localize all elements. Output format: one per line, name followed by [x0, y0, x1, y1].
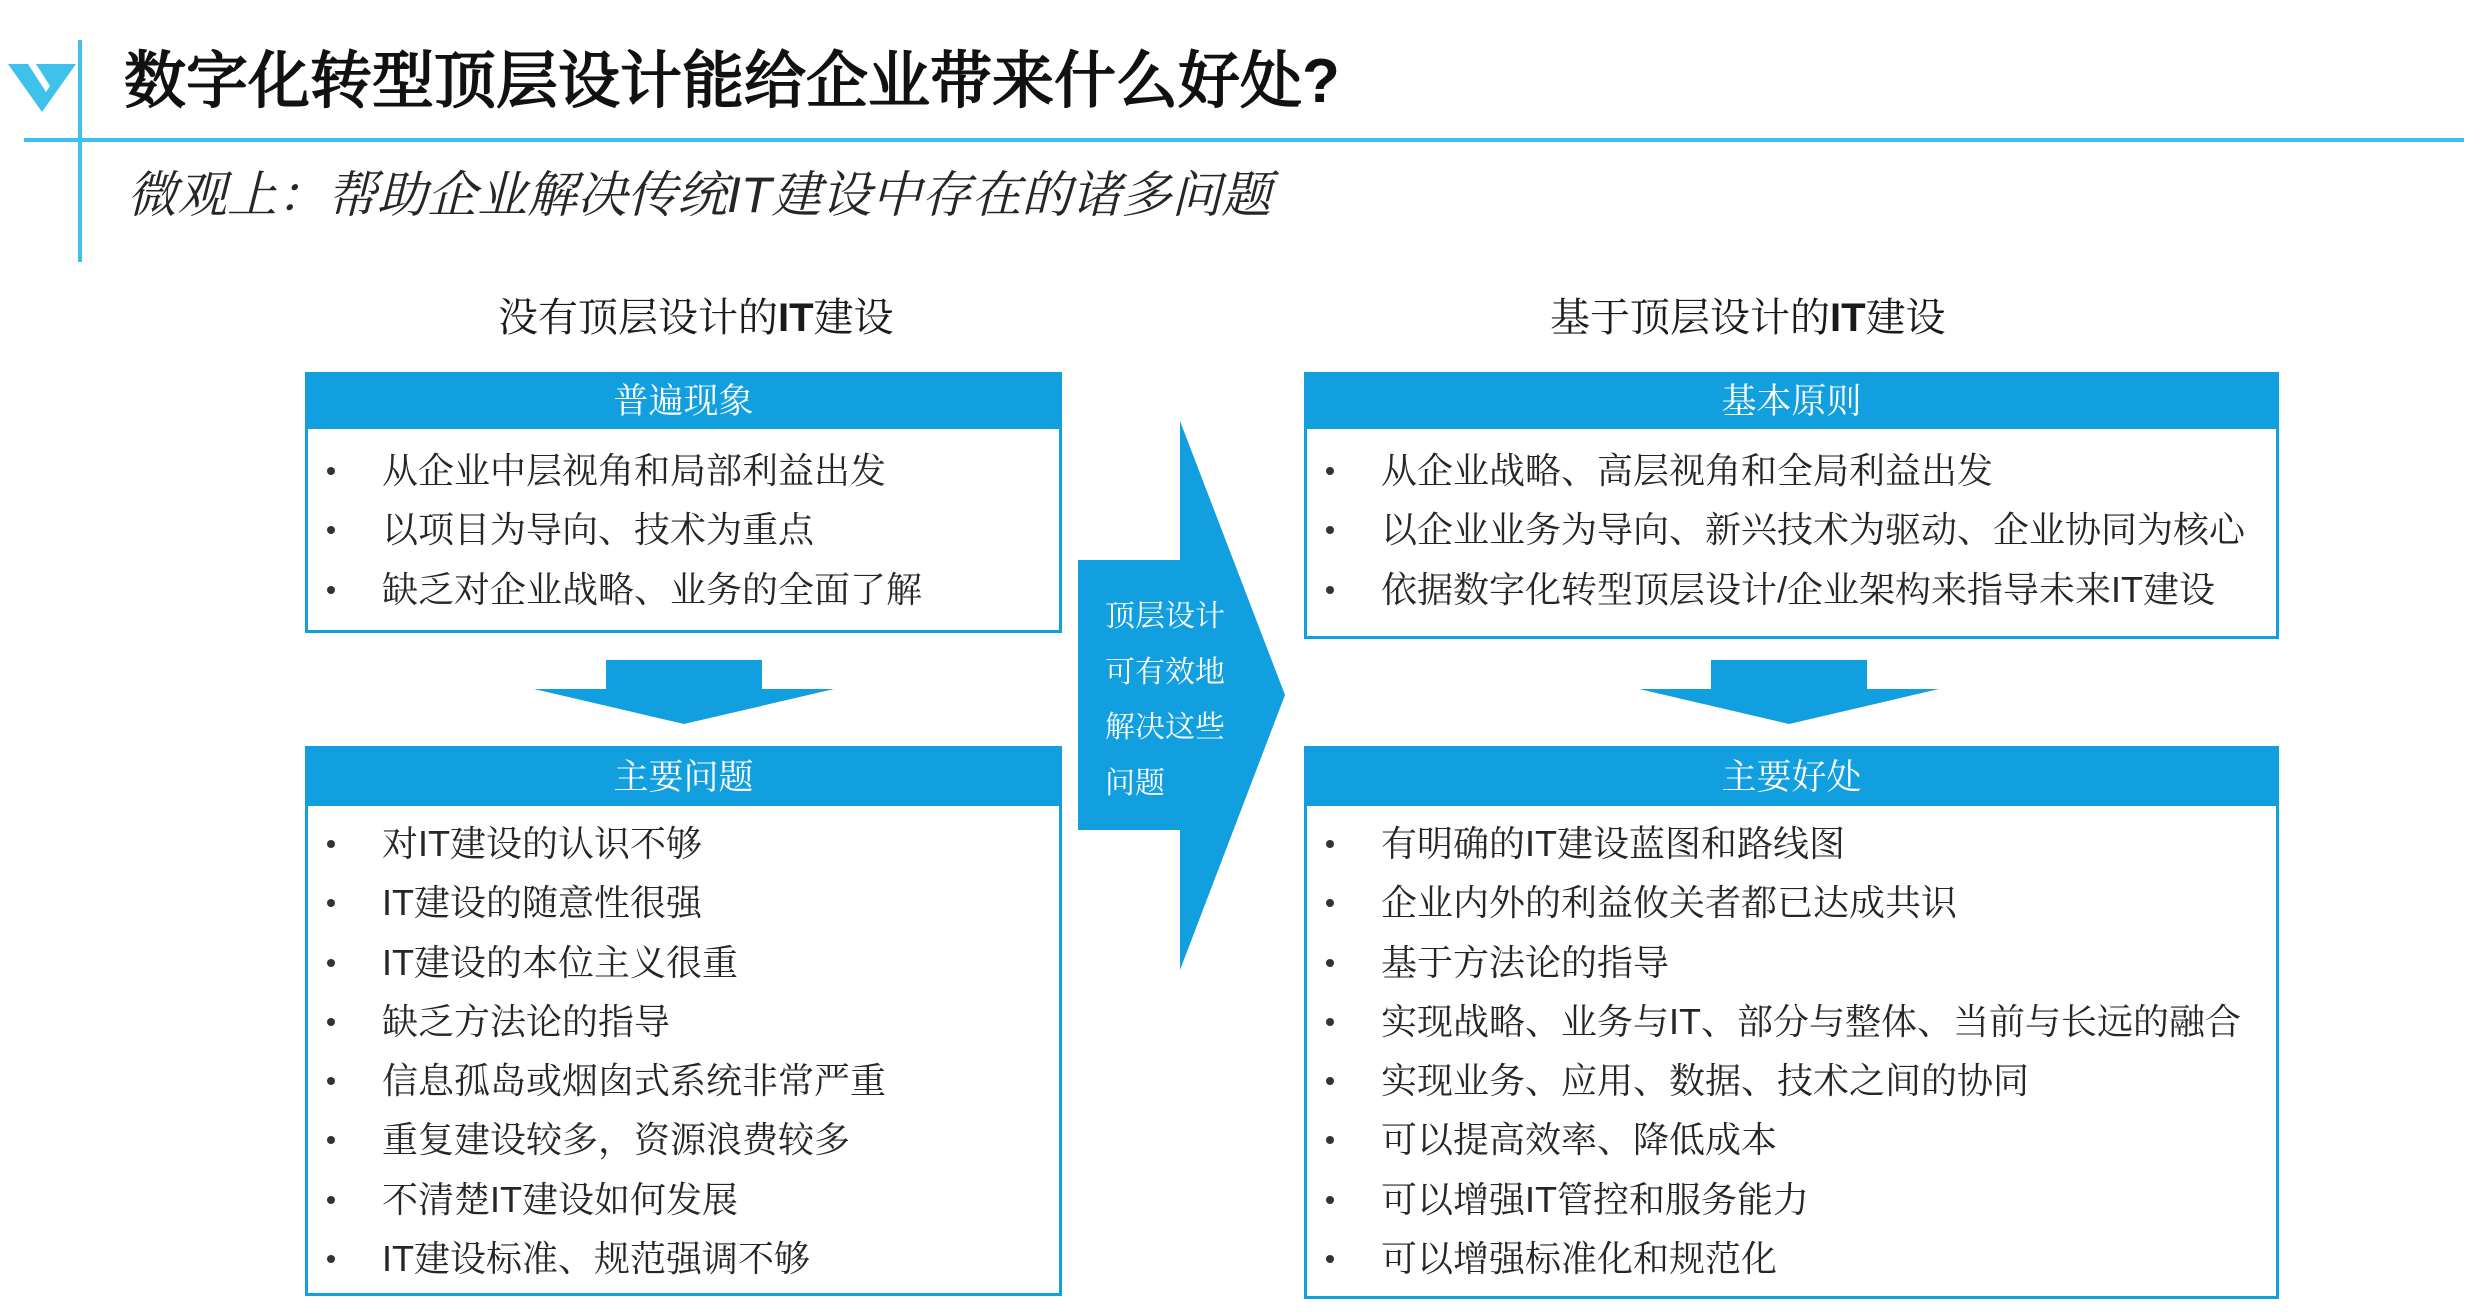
list-item-text: 实现战略、业务与IT、部分与整体、当前与长远的融合	[1381, 1000, 2241, 1042]
center-arrow-line: 顶层设计	[1105, 600, 1225, 633]
list-item-text: 重复建设较多，资源浪费较多	[382, 1119, 851, 1161]
list-item-text: IT建设标准、规范强调不够	[382, 1238, 810, 1280]
page-subtitle: 微观上：帮助企业解决传统IT建设中存在的诸多问题	[127, 167, 1272, 223]
right-arrow-down-icon	[1639, 660, 1939, 724]
list-item-text: 可以提高效率、降低成本	[1381, 1119, 1778, 1161]
box-title: 主要好处	[1307, 749, 2276, 806]
right-heading-prefix: 基于顶层设计的	[1550, 296, 1830, 340]
center-arrow-line: 可有效地	[1105, 655, 1225, 689]
right-heading-strong: IT	[1830, 296, 1866, 340]
list-item-text: 从企业中层视角和局部利益出发	[382, 450, 887, 491]
left-heading-prefix: 没有顶层设计的	[498, 296, 778, 340]
list-item-text: 以企业业务为导向、新兴技术为驱动、企业协同为核心	[1381, 509, 2246, 551]
list-item-text: 以项目为导向、技术为重点	[382, 509, 815, 551]
list-item-text: 可以增强标准化和规范化	[1381, 1238, 1778, 1280]
box-title: 主要问题	[308, 749, 1059, 806]
list-item-text: 实现业务、应用、数据、技术之间的协同	[1381, 1060, 2030, 1102]
center-arrow-line: 问题	[1105, 766, 1165, 800]
list-item-text: 信息孤岛或烟囱式系统非常严重	[382, 1060, 887, 1102]
list-item-text: 依据数字化转型顶层设计/企业架构来指导未来IT建设	[1381, 568, 2215, 610]
list-item-text: 缺乏方法论的指导	[382, 1000, 671, 1042]
list-item-text: IT建设的本位主义很重	[382, 941, 738, 983]
right-heading-suffix: 建设	[1865, 296, 1946, 340]
list-item-text: 缺乏对企业战略、业务的全面了解	[382, 568, 923, 610]
page-title: 数字化转型顶层设计能给企业带来什么好处?	[124, 47, 1340, 116]
left-heading-strong: IT	[778, 296, 814, 340]
list-item-text: 从企业战略、高层视角和全局利益出发	[1381, 450, 1994, 491]
list-item-text: 企业内外的利益攸关者都已达成共识	[1381, 882, 1958, 924]
left-heading-suffix: 建设	[813, 296, 894, 340]
box-title: 普遍现象	[308, 375, 1059, 429]
list-item-text: 有明确的IT建设蓝图和路线图	[1381, 823, 1845, 864]
left-arrow-down-icon	[534, 660, 834, 724]
box-title: 基本原则	[1307, 375, 2276, 429]
center-arrow-line: 解决这些	[1105, 711, 1225, 745]
list-item-text: 不清楚IT建设如何发展	[382, 1178, 738, 1220]
list-item-text: 基于方法论的指导	[1381, 941, 1670, 983]
list-item-text: 对IT建设的认识不够	[382, 823, 702, 864]
list-item-text: IT建设的随意性很强	[382, 882, 702, 924]
center-arrow-label	[1105, 589, 1225, 811]
list-item-text: 可以增强IT管控和服务能力	[1381, 1178, 1809, 1220]
